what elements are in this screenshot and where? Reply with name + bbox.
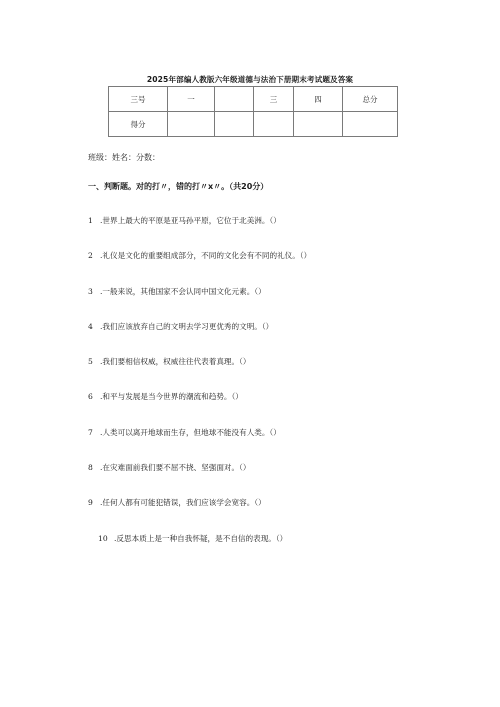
question-text: .和平与发展是当今世界的潮流和趋势。（）: [100, 392, 243, 401]
question-number: 3: [88, 287, 93, 296]
question-number: 10: [98, 534, 108, 543]
score-cell: [294, 112, 343, 137]
question-number: 6: [88, 392, 93, 401]
question-number: 4: [88, 322, 93, 331]
score-cell: [215, 112, 254, 137]
question-item: [88, 427, 281, 438]
question-item: [88, 250, 311, 261]
question-item: [88, 497, 266, 508]
score-row-label: 得分: [109, 112, 168, 137]
score-header-cell: 三: [254, 87, 294, 112]
question-item: [88, 215, 281, 226]
question-number: 1: [88, 216, 93, 225]
question-text: .我们应该放弃自己的文明去学习更优秀的文明。（）: [100, 322, 274, 331]
score-header-cell: [215, 87, 254, 112]
score-table-score-row: [109, 112, 398, 137]
question-text: .世界上最大的平原是亚马孙平原，它位于北美洲。（）: [100, 216, 281, 225]
question-item: [88, 391, 243, 402]
question-number: 8: [88, 463, 93, 472]
score-cell: [343, 112, 398, 137]
score-cell: [168, 112, 215, 137]
question-text: .人类可以离开地球而生存，但地球不能没有人类。（）: [100, 428, 281, 437]
score-header-cell: 总分: [343, 87, 398, 112]
question-text: .在灾难面前我们要不屈不挠、坚强面对。（）: [100, 463, 251, 472]
score-table-header-row: [109, 87, 398, 112]
score-table: [108, 86, 398, 137]
student-info-line: 班级：姓名：分数：: [88, 153, 160, 162]
question-text: .我们要相信权威，权威往往代表着真理。（）: [100, 357, 251, 366]
question-item: [88, 462, 251, 473]
question-item: [88, 321, 273, 332]
section-title: 一、判断题。对的打〃，错的打〃x〃。（共20分）: [88, 182, 269, 191]
question-number: 2: [88, 251, 93, 260]
question-text: .任何人都有可能犯错误，我们应该学会宽容。（）: [100, 498, 266, 507]
question-number: 9: [88, 498, 93, 507]
question-text: .反思本质上是一种自我怀疑，是不自信的表现。（）: [114, 534, 288, 543]
question-number: 5: [88, 357, 93, 366]
score-header-cell: 一: [168, 87, 215, 112]
question-number: 7: [88, 428, 93, 437]
document-title: 2025年部编人教版六年级道德与法治下册期末考试题及答案: [146, 75, 354, 84]
question-text: .礼仪是文化的重要组成部分，不同的文化会有不同的礼仪。（）: [100, 251, 312, 260]
question-item: [88, 356, 251, 367]
question-item: [88, 286, 266, 297]
score-header-cell: 三号: [109, 87, 168, 112]
question-item: [98, 533, 287, 544]
question-text: .一般来说，其他国家不会认同中国文化元素。（）: [100, 287, 266, 296]
score-header-cell: 四: [294, 87, 343, 112]
score-cell: [254, 112, 294, 137]
